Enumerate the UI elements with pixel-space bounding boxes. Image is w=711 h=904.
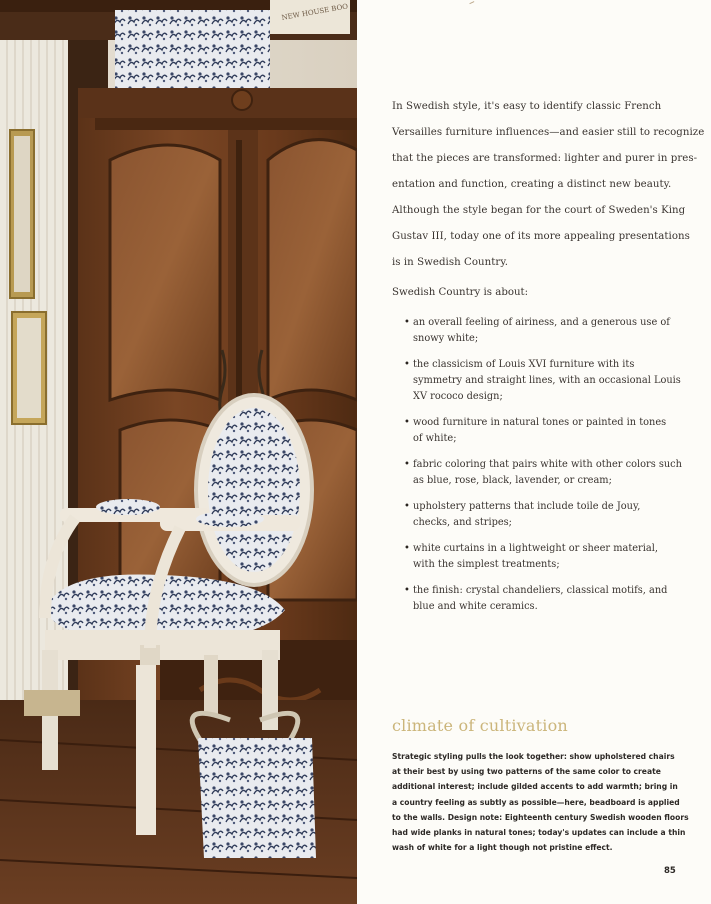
caption-line: had wide planks in natural tones; today's updates can include a thin <box>392 828 686 838</box>
bullet-icon: • <box>404 459 410 470</box>
intro-line: entation and function, creating a distinct new beauty. <box>392 179 672 190</box>
intro-line: Versailles furniture influences—and easier still to recognize <box>392 127 705 138</box>
intro-line: Gustav III, today one of its more appealing presentations <box>392 231 690 242</box>
photo-caption <box>392 749 692 855</box>
bullet-icon: • <box>404 543 410 554</box>
list-item-text: symmetry and straight lines, with an occasional Louis <box>413 375 681 386</box>
intro-line: In Swedish style, it's easy to identify classic French <box>392 101 662 112</box>
list-item-text: XV rococo design; <box>413 391 503 402</box>
list-item-text: with the simplest treatments; <box>413 559 560 570</box>
about-heading: Swedish Country is about: <box>392 287 529 298</box>
intro-line: is in Swedish Country. <box>392 257 509 268</box>
list-item-text: the finish: crystal chandeliers, classical motifs, and <box>413 585 668 596</box>
list-item-text: as blue, rose, black, lavender, or cream; <box>413 475 612 486</box>
list-item-text: white curtains in a lightweight or sheer material, <box>413 543 658 554</box>
caption-line: Strategic styling pulls the look together: show upholstered chairs <box>392 752 675 761</box>
list-item-text: upholstery patterns that include toile de Jouy, <box>413 501 641 512</box>
list-item-text: wood furniture in natural tones or painted in tones <box>413 417 667 428</box>
list-item-text: of white; <box>413 433 457 444</box>
intro-line: Although the style began for the court of Sweden's King <box>392 205 686 216</box>
list-item-text: fabric coloring that pairs white with other colors such <box>413 459 682 470</box>
list-item-text: the classicism of Louis XVI furniture with its <box>413 359 635 370</box>
caption-line: a country feeling as subtly as possible—here, beadboard is applied <box>392 797 680 807</box>
bullet-icon: • <box>404 359 410 370</box>
caption-line: at their best by using two patterns of the same color to create <box>392 767 661 777</box>
intro-line: that the pieces are transformed: lighter and purer in pres- <box>392 153 698 164</box>
intro-paragraph <box>392 94 705 276</box>
bullet-icon: • <box>404 501 410 512</box>
printer-mark <box>469 1 475 7</box>
sidebar-title: climate of cultivation <box>392 716 568 735</box>
caption-line: wash of white for a light though not pristine effect. <box>392 843 613 853</box>
list-item-text: an overall feeling of airiness, and a generous use of <box>413 317 670 328</box>
list-item-text: checks, and stripes; <box>413 517 512 528</box>
bullet-icon: • <box>404 585 410 596</box>
page-number: 85 <box>664 866 676 876</box>
box-label: NEW HOUSE BOO <box>280 2 349 22</box>
list-item-text: blue and white ceramics. <box>413 601 538 612</box>
caption-line: additional interest; include gilded accents to add warmth; bring in <box>392 782 678 792</box>
caption-line: to the walls. Design note: Eighteenth century Swedish wooden floors <box>392 812 689 822</box>
list-item-text: snowy white; <box>413 333 479 344</box>
bullet-icon: • <box>404 417 410 428</box>
bullet-icon: • <box>404 317 410 328</box>
